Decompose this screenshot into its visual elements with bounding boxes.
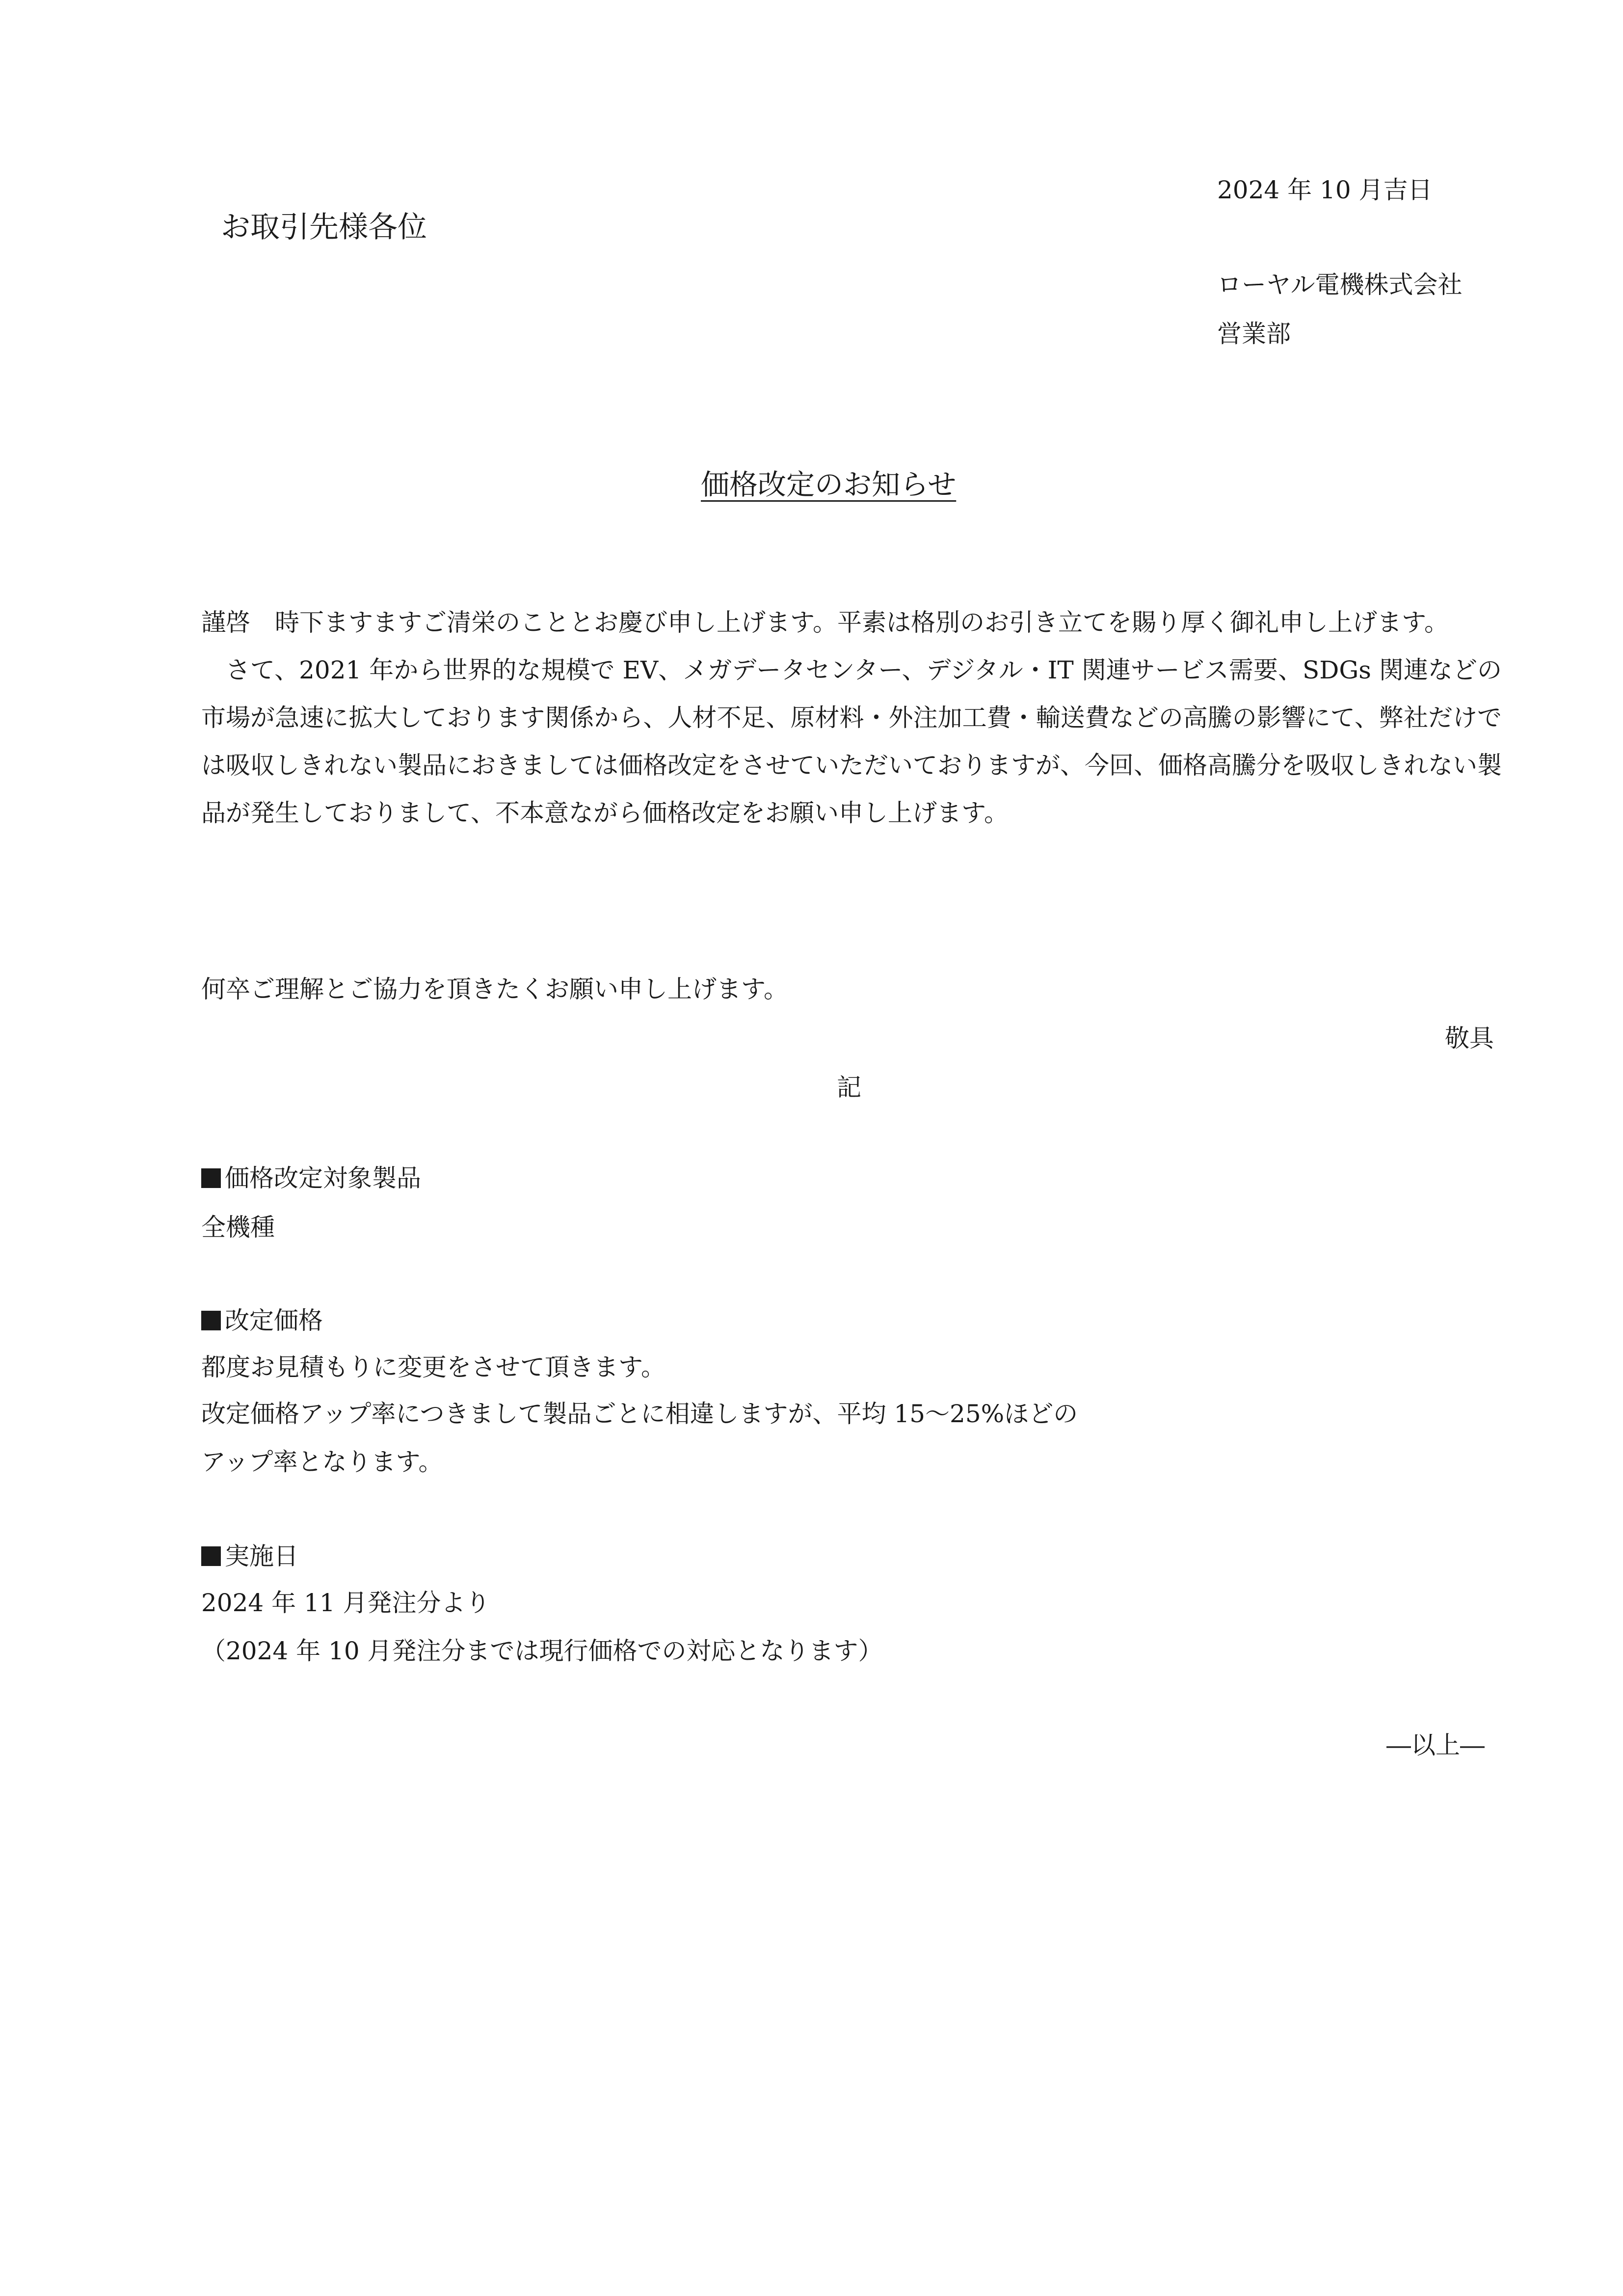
sender-company: ローヤル電機株式会社 bbox=[1217, 270, 1463, 299]
effective-date-note: （2024 年 10 月発注分までは現行価格での対応となります） bbox=[201, 1637, 883, 1665]
document-date: 2024 年 10 月吉日 bbox=[1217, 176, 1433, 204]
letter-body bbox=[201, 599, 1502, 837]
section-heading-target bbox=[201, 1166, 421, 1190]
end-mark: ―以上― bbox=[1386, 1731, 1485, 1759]
effective-date-line: 2024 年 11 月発注分より bbox=[201, 1589, 490, 1617]
section-heading-text: 改定価格 bbox=[225, 1306, 323, 1335]
recipient-line: お取引先様各位 bbox=[221, 210, 427, 244]
section-heading-text: 実施日 bbox=[225, 1542, 298, 1570]
square-bullet-icon bbox=[201, 1168, 221, 1188]
request-line: 何卒ご理解とご協力を頂きたくお願い申し上げます。 bbox=[201, 975, 788, 1003]
section-heading-text: 価格改定対象製品 bbox=[225, 1164, 421, 1192]
price-line: 都度お見積もりに変更をさせて頂きます。 bbox=[201, 1353, 665, 1381]
main-paragraph: さて、2021 年から世界的な規模で EV、メガデータセンター、デジタル・IT 関連サービス需要、SDGs 関連などの市場が急速に拡大しております関係から、人材不足、原材料・外注加工費・輸送費などの高騰の影響にて、弊社だけでは吸収しきれない製品におきましては価格改定をさせていただいておりますが、今回、価格高騰分を吸収しきれない製品が発生しておりまして、不本意ながら価格改定をお願い申し上げます。 bbox=[201, 656, 1502, 827]
section-heading-price bbox=[201, 1308, 323, 1333]
price-line: 改定価格アップ率につきまして製品ごとに相違しますが、平均 15～25%ほどの bbox=[201, 1400, 1078, 1428]
greeting-paragraph: 謹啓 時下ますますご清栄のこととお慶び申し上げます。平素は格別のお引き立てを賜り厚く御礼申し上げます。 bbox=[201, 608, 1449, 637]
section-heading-date bbox=[201, 1544, 298, 1568]
ki-mark: 記 bbox=[837, 1073, 861, 1102]
target-products-value: 全機種 bbox=[201, 1213, 275, 1242]
sender-department: 営業部 bbox=[1217, 320, 1291, 348]
closing-word: 敬具 bbox=[1445, 1024, 1494, 1053]
square-bullet-icon bbox=[201, 1311, 221, 1330]
price-line: アップ率となります。 bbox=[201, 1448, 443, 1476]
square-bullet-icon bbox=[201, 1546, 221, 1566]
document-title: 価格改定のお知らせ bbox=[701, 468, 957, 501]
